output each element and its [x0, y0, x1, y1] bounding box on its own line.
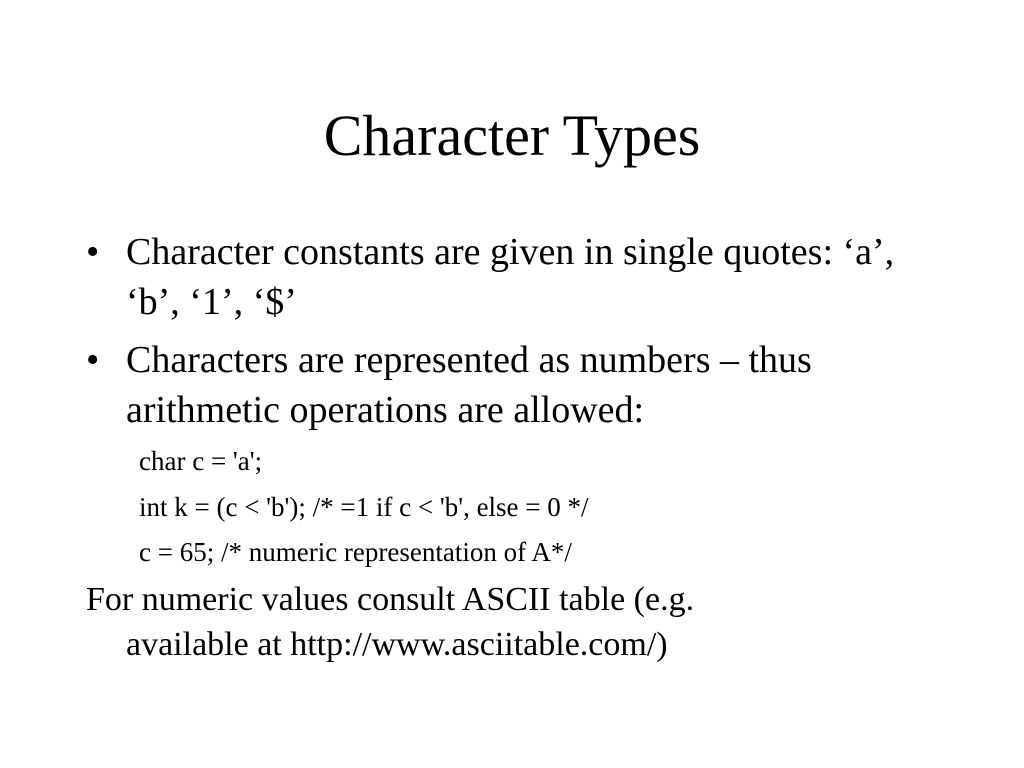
code-line: char c = 'a';	[139, 446, 263, 476]
ascii-note	[86, 577, 946, 667]
ascii-note-line: For numeric values consult ASCII table (e.g.	[86, 581, 695, 618]
bullet-item	[86, 227, 946, 327]
bullet-item	[86, 335, 946, 435]
code-line: c = 65; /* numeric representation of A*/	[139, 537, 572, 567]
bullet-text: Character constants are given in single quotes: ‘a’, ‘b’, ‘1’, ‘$’	[126, 231, 895, 323]
ascii-note-line: available at http://www.asciitable.com/)	[126, 626, 668, 663]
bullet-text: Characters are represented as numbers – thus arithmetic operations are allowed:	[126, 339, 812, 431]
bullet-marker: •	[86, 231, 100, 273]
slide-title: Character Types	[323, 103, 701, 168]
code-line: int k = (c < 'b'); /* =1 if c < 'b', else = 0 */	[139, 492, 589, 522]
bullet-marker: •	[86, 339, 100, 381]
